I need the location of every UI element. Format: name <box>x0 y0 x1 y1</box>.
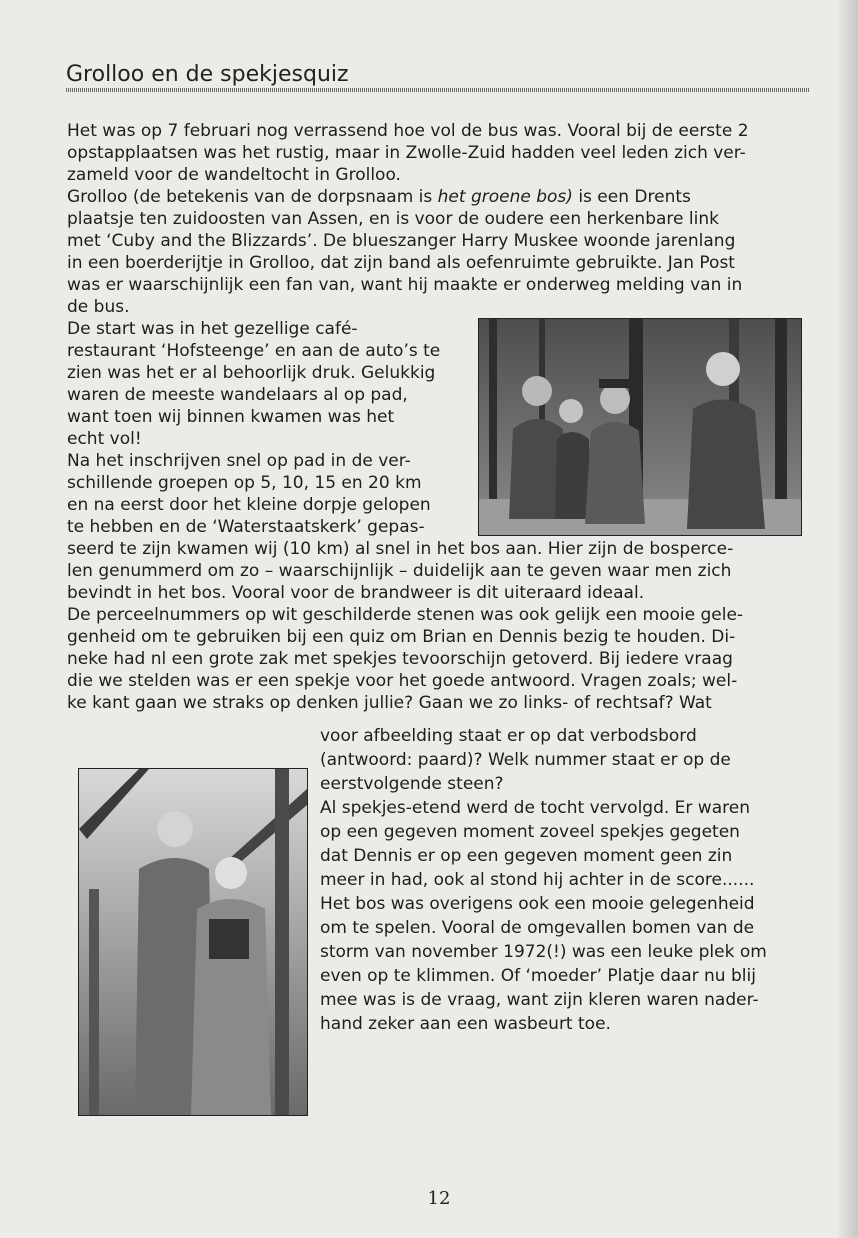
body-line-text: Grolloo (de betekenis van de dorpsnaam is <box>67 187 438 207</box>
body-line: hand zeker aan een wasbeurt toe. <box>320 1014 611 1034</box>
photo-children-image <box>79 769 307 1115</box>
body-line: om te spelen. Vooral de omgevallen bomen van de <box>320 918 755 938</box>
body-line: voor afbeelding staat er op dat verbodsbord <box>320 726 697 746</box>
page-number: 12 <box>427 1188 451 1209</box>
book-spine-shadow <box>838 0 858 1238</box>
body-line-text: is een Drents <box>572 187 691 207</box>
photo-walkers-image <box>479 319 801 535</box>
body-line: zameld voor de wandeltocht in Grolloo. <box>67 165 401 185</box>
body-line: opstapplaatsen was het rustig, maar in Zwolle-Zuid hadden veel leden zich ver- <box>67 143 746 163</box>
body-line: seerd te zijn kwamen wij (10 km) al snel in het bos aan. Hier zijn de bosperce- <box>67 539 734 559</box>
photo-children <box>78 768 308 1116</box>
body-line: genheid om te gebruiken bij een quiz om Brian en Dennis bezig te houden. Di- <box>67 627 736 647</box>
title-underline <box>66 88 810 92</box>
body-line: in een boerderijtje in Grolloo, dat zijn band als oefenruimte gebruikte. Jan Post <box>67 253 735 273</box>
italic-phrase: het groene bos) <box>437 187 573 207</box>
body-line: Het bos was overigens ook een mooie gelegenheid <box>320 894 755 914</box>
body-line: Na het inschrijven snel op pad in de ver- <box>67 451 411 471</box>
body-line: De perceelnummers op wit geschilderde stenen was ook gelijk een mooie gele- <box>67 605 744 625</box>
body-line: op een gegeven moment zoveel spekjes gegeten <box>320 822 740 842</box>
body-line: waren de meeste wandelaars al op pad, <box>67 385 408 405</box>
body-line <box>67 186 691 208</box>
body-line: neke had nl een grote zak met spekjes tevoorschijn getoverd. Bij iedere vraag <box>67 649 733 669</box>
body-line: (antwoord: paard)? Welk nummer staat er op de <box>320 750 731 770</box>
body-line: len genummerd om zo – waarschijnlijk – duidelijk aan te geven waar men zich <box>67 561 732 581</box>
body-line: bevindt in het bos. Vooral voor de brandweer is dit uiteraard ideaal. <box>67 583 645 603</box>
body-line: schillende groepen op 5, 10, 15 en 20 km <box>67 473 422 493</box>
body-line: met ‘Cuby and the Blizzards’. De blueszanger Harry Muskee woonde jarenlang <box>67 231 736 251</box>
body-line: mee was is de vraag, want zijn kleren waren nader- <box>320 990 759 1010</box>
article-title: Grolloo en de spekjesquiz <box>66 62 349 87</box>
body-line: ke kant gaan we straks op denken jullie? Gaan we zo links- of rechtsaf? Wat <box>67 693 712 713</box>
body-line: restaurant ‘Hofsteenge’ en aan de auto’s te <box>67 341 441 361</box>
body-line: De start was in het gezellige café- <box>67 319 358 339</box>
body-line: te hebben en de ‘Waterstaatskerk’ gepas- <box>67 517 425 537</box>
body-line: dat Dennis er op een gegeven moment geen zin <box>320 846 733 866</box>
body-line: Het was op 7 februari nog verrassend hoe vol de bus was. Vooral bij de eerste 2 <box>67 121 749 141</box>
body-line: de bus. <box>67 297 130 317</box>
body-line: Al spekjes-etend werd de tocht vervolgd. Er waren <box>320 798 750 818</box>
body-line: zien was het er al behoorlijk druk. Gelukkig <box>67 363 436 383</box>
body-line: want toen wij binnen kwamen was het <box>67 407 395 427</box>
body-line: plaatsje ten zuidoosten van Assen, en is voor de oudere een herkenbare link <box>67 209 719 229</box>
body-line: even op te klimmen. Of ‘moeder’ Platje daar nu blij <box>320 966 756 986</box>
body-line: storm van november 1972(!) was een leuke plek om <box>320 942 767 962</box>
body-line: eerstvolgende steen? <box>320 774 504 794</box>
body-line: meer in had, ook al stond hij achter in de score...... <box>320 870 755 890</box>
body-line: was er waarschijnlijk een fan van, want hij maakte er onderweg melding van in <box>67 275 743 295</box>
body-line: die we stelden was er een spekje voor het goede antwoord. Vragen zoals; wel- <box>67 671 738 691</box>
photo-walkers-group <box>478 318 802 536</box>
body-line: echt vol! <box>67 429 142 449</box>
body-line: en na eerst door het kleine dorpje gelopen <box>67 495 431 515</box>
